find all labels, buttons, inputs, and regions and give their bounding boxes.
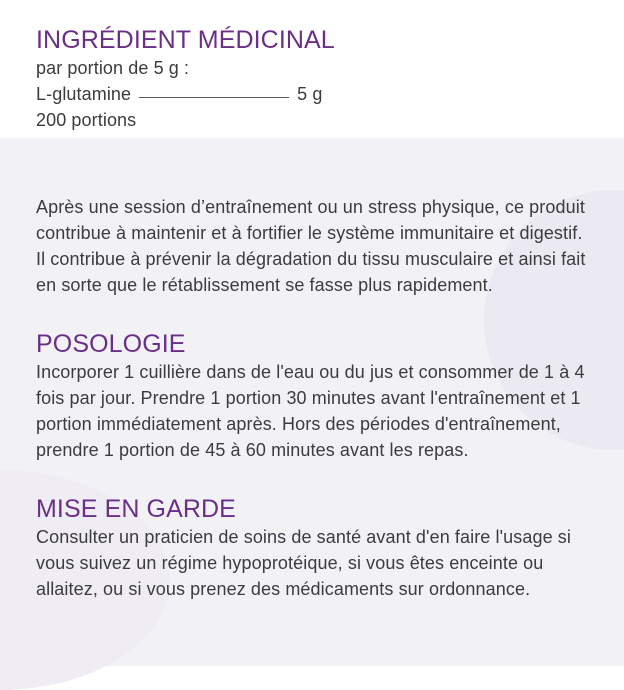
description-text: Après une session d’entraînement ou un stress physique, ce produit contribue à maintenir et à fortifier le système immunitaire et digestif. Il contribue à prévenir la dégradation du tissu musculaire et ainsi fait en sorte que le rétablissement se fasse plus rapidement. — [36, 197, 586, 295]
warning-text: Consulter un praticien de soins de santé avant d'en faire l'usage si vous suivez un régime hypoprotéique, si vous êtes enceinte ou allaitez, ou si vous prenez des médicaments sur ordonnance. — [36, 527, 571, 599]
posology-title: POSOLOGIE — [36, 330, 186, 358]
ingredient-amount: 5 g — [297, 84, 323, 104]
portions-count: 200 portions — [36, 110, 137, 130]
description-section — [36, 194, 592, 298]
posology-text: Incorporer 1 cuillière dans de l'eau ou du jus et consommer de 1 à 4 fois par jour. Prendre 1 portion 30 minutes avant l'entraînement et 1 portion immédiatement après. Hors des périodes d'entraînement, prendre 1 portion de 45 à 60 minutes avant les repas. — [36, 362, 585, 460]
warning-section — [36, 494, 592, 602]
ingredient-leader-line — [139, 97, 289, 98]
warning-title: MISE EN GARDE — [36, 495, 236, 523]
posology-section — [36, 329, 592, 463]
section-spacer — [36, 298, 588, 329]
ingredient-name: L-glutamine — [36, 84, 132, 104]
serving-size-text: par portion de 5 g : — [36, 58, 190, 78]
ingredient-row — [36, 81, 396, 107]
ingredient-title: INGRÉDIENT MÉDICINAL — [36, 26, 335, 54]
section-spacer — [36, 463, 588, 494]
ingredient-section — [36, 25, 588, 133]
